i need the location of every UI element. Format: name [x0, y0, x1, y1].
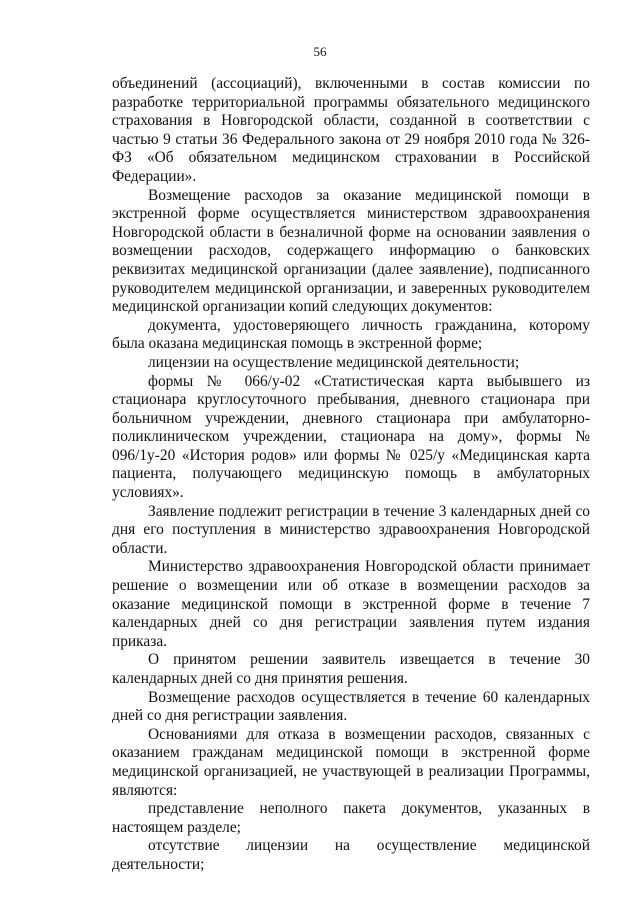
- paragraph-registration: Заявление подлежит регистрации в течение 3 календарных дней со дня его поступления в министерство здравоохранения Новгородской области.: [112, 502, 590, 557]
- list-item-license: лицензии на осуществление медицинской деятельности;: [148, 353, 520, 371]
- paragraph-refusal-grounds: Основаниями для отказа в возмещении расходов, связанных с оказанием гражданам медицинской помощи в экстренной форме медицинской организацией, не участвующей в реализации Программы, являются:: [112, 725, 590, 799]
- list-item-no-license: отсутствие лицензии на осуществление медицинской деятельности;: [112, 837, 590, 873]
- paragraph-reimbursement-procedure: Возмещение расходов за оказание медицинской помощи в экстренной форме осуществляется министерством здравоохранения Новгородской области в безналичной форме на основании заявления о возмещении расходов, содержащего информацию о банковских реквизитах медицинской организации (далее заявление), подписанного руководителем медицинской организации, и заверенных руководителем медицинской организации копий следующих документов:: [112, 186, 590, 316]
- paragraph-decision: Министерство здравоохранения Новгородской области принимает решение о возмещении или об отказе в возмещении расходов за оказание медицинской помощи в экстренной форме в течение 7 календарных дней со дня регистрации заявления путем издания приказа.: [112, 558, 590, 650]
- paragraph-reimbursement-term: Возмещение расходов осуществляется в течение 60 календарных дней со дня регистрации заявления.: [112, 688, 590, 725]
- document-body: [112, 75, 590, 875]
- page-number: 56: [313, 44, 327, 59]
- paragraph-continuation: объединений (ассоциаций), включенными в состав комиссии по разработке территориальной программы обязательного медицинского страхования в Новгородской области, созданной в соответствии с частью 9 статьи 36 Федерального закона от 29 ноября 2010 года № 326-ФЗ «Об обязательном медицинском страховании в Российской Федерации».: [112, 75, 590, 185]
- paragraph-notification: О принятом решении заявитель извещается в течение 30 календарных дней со дня принятия решения.: [112, 651, 590, 687]
- list-item-incomplete-documents: представление неполного пакета документов, указанных в настоящем разделе;: [112, 800, 590, 836]
- list-item-medical-forms: формы № 066/у-02 «Статистическая карта выбывшего из стационара круглосуточного пребывания, дневного стационара при больничном учреждении, дневного стационара при амбулаторно-поликлиническом учреждении, стационара на дому», формы № 096/1у-20 «История родов» или формы № 025/у «Медицинская карта пациента, получающего медицинскую помощь в амбулаторных условиях».: [112, 372, 590, 502]
- list-item-identity-document: документа, удостоверяющего личность гражданина, которому была оказана медицинская помощь в экстренной форме;: [112, 316, 590, 353]
